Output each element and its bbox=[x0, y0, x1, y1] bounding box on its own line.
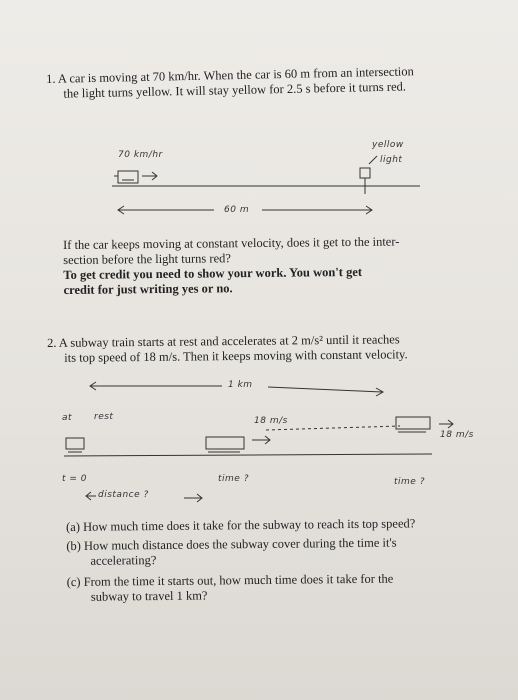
problem1-number: 1. bbox=[46, 71, 56, 86]
km-arrow-right bbox=[268, 387, 383, 396]
distance-question-label: distance ? bbox=[98, 490, 149, 500]
problem2-line2: its top speed of 18 m/s. Then it keeps moving with constant velocity. bbox=[64, 347, 408, 365]
sketch1-distance-label: 60 m bbox=[224, 205, 250, 215]
yellow-label: yellow bbox=[372, 140, 404, 150]
problem1-line2: the light turns yellow. It will stay yellow for 2.5 s before it turns red. bbox=[63, 79, 407, 101]
track-dashed-line bbox=[266, 426, 400, 430]
track-line bbox=[64, 454, 432, 456]
problem1-q-line1: If the car keeps moving at constant velocity, does it get to the inter- bbox=[63, 234, 400, 252]
at-label: at bbox=[62, 413, 73, 423]
end-velocity-arrow bbox=[439, 420, 453, 428]
distance-arrow-left bbox=[86, 492, 96, 500]
train-start-icon bbox=[66, 438, 84, 452]
problem2-line1: A subway train starts at rest and accelerates at 2 m/s² until it reaches bbox=[58, 332, 400, 350]
mid-velocity-arrow bbox=[252, 436, 270, 444]
one-km-label: 1 km bbox=[228, 380, 253, 390]
car-speed-label: 70 km/hr bbox=[118, 150, 163, 160]
light-label: light bbox=[380, 155, 403, 165]
question-c-label: (c) bbox=[66, 574, 81, 589]
question-b-label: (b) bbox=[66, 538, 81, 553]
question-a-label: (a) bbox=[66, 519, 81, 534]
problem1-credit-line2: credit for just writing yes or no. bbox=[63, 281, 233, 297]
question-a-text: How much time does it take for the subway to reach its top speed? bbox=[82, 516, 416, 534]
problem1-credit-line1: To get credit you need to show your work. You won't get bbox=[63, 264, 363, 282]
problem2-questions bbox=[66, 516, 416, 605]
question-b-line2: accelerating? bbox=[90, 553, 157, 568]
mid-speed-label: 18 m/s bbox=[254, 416, 288, 426]
rest-label: rest bbox=[94, 412, 114, 422]
train-mid-icon bbox=[206, 437, 244, 452]
question-c-line1: From the time it starts out, how much time does it take for the bbox=[83, 571, 394, 589]
mid-time-label: time ? bbox=[218, 474, 249, 484]
problem1-q-line2: section before the light turns red? bbox=[63, 251, 231, 267]
end-time-label: time ? bbox=[394, 477, 425, 487]
problem1-line1: A car is moving at 70 km/hr. When the car is 60 m from an intersection bbox=[57, 64, 414, 86]
question-a bbox=[66, 516, 415, 535]
problem2-number: 2. bbox=[47, 335, 57, 350]
t0-label: t = 0 bbox=[62, 474, 88, 484]
question-b-line1: How much distance does the subway cover during the time it's bbox=[83, 535, 397, 553]
question-c-line2: subway to travel 1 km? bbox=[90, 588, 208, 604]
end-speed-label: 18 m/s bbox=[440, 430, 474, 440]
train-end-icon bbox=[396, 417, 430, 432]
distance-arrow-right bbox=[184, 494, 202, 502]
km-arrow-left bbox=[90, 382, 222, 390]
